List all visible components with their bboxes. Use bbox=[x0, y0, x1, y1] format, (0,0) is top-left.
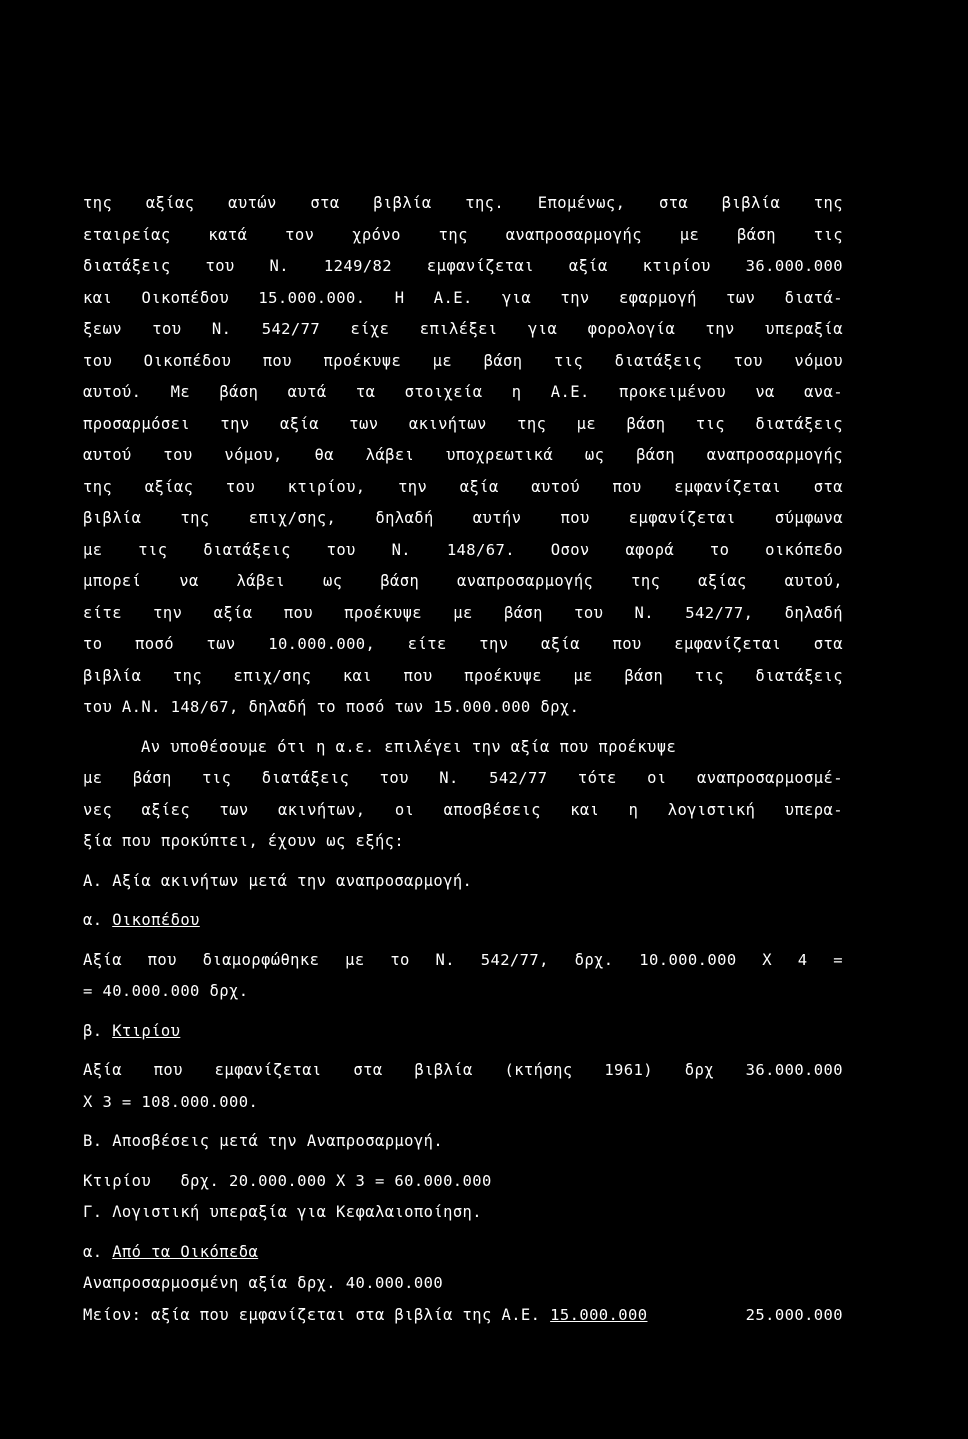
text-line: Χ 3 = 108.000.000. bbox=[83, 1092, 259, 1111]
text-line: με βάση τις διατάξεις του Ν. 542/77 τότε οι αναπροσαρμοσμέ- bbox=[83, 769, 843, 787]
text-line: Αναπροσαρμοσμένη αξία δρχ. 40.000.000 bbox=[83, 1274, 444, 1292]
paragraph-1 bbox=[83, 188, 843, 724]
text-line: είτε την αξία που προέκυψε με βάση του Ν. 542/77, δηλαδή bbox=[83, 603, 843, 622]
text-line: αυτού. Με βάση αυτά τα στοιχεία η Α.Ε. προκειμένου να ανα- bbox=[83, 383, 843, 401]
calculation-line: Μείον: αξία που εμφανίζεται στα βιβλία της Α.Ε. 15.000.000 25.000.000 bbox=[83, 1300, 843, 1332]
subsection-a-a-heading: α. Οικοπέδου bbox=[83, 911, 200, 929]
text-line: εταιρείας κατά τον χρόνο της αναπροσαρμογής με βάση τις bbox=[83, 225, 843, 244]
text-line: βιβλία της επιχ/σης, δηλαδή αυτήν που εμφανίζεται σύμφωνα bbox=[83, 509, 843, 527]
section-b-heading: Β. Αποσβέσεις μετά την Αναπροσαρμογή. bbox=[83, 1132, 444, 1150]
text-line: Αξία που διαμορφώθηκε με το Ν. 542/77, δρχ. 10.000.000 Χ 4 = bbox=[83, 950, 843, 969]
text-line: με τις διατάξεις του Ν. 148/67. Οσον αφορά το οικόπεδο bbox=[83, 540, 843, 559]
section-a-heading: Α. Αξία ακινήτων μετά την αναπροσαρμογή. bbox=[83, 871, 473, 890]
text-line: ξία που προκύπτει, έχουν ως εξής: bbox=[83, 832, 405, 850]
subtracted-amount: 15.000.000 bbox=[550, 1305, 648, 1324]
subsection-g-a-heading: α. Από τα Οικόπεδα bbox=[83, 1242, 259, 1261]
text-line: Αξία που εμφανίζεται στα βιβλία (κτήσης 1961) δρχ 36.000.000 bbox=[83, 1061, 843, 1079]
subsection-a-b-heading: β. Κτιρίου bbox=[83, 1021, 181, 1040]
text-line: του Οικοπέδου που προέκυψε με βάση τις διατάξεις του νόμου bbox=[83, 351, 843, 370]
text-line: διατάξεις του Ν. 1249/82 εμφανίζεται αξία κτιρίου 36.000.000 bbox=[83, 257, 843, 275]
text-line: προσαρμόσει την αξία των ακινήτων της με βάση τις διατάξεις bbox=[83, 414, 843, 433]
text-line: = 40.000.000 δρχ. bbox=[83, 982, 249, 1000]
paragraph-2 bbox=[83, 732, 843, 858]
text-line: του Α.Ν. 148/67, δηλαδή το ποσό των 15.000.000 δρχ. bbox=[83, 698, 580, 716]
text-line: ξεων του Ν. 542/77 είχε επιλέξει για φορολογία την υπεραξία bbox=[83, 320, 843, 338]
text-line: μπορεί να λάβει ως βάση αναπροσαρμογής της αξίας αυτού, bbox=[83, 572, 843, 590]
text-line: νες αξίες των ακινήτων, οι αποσβέσεις και η λογιστική υπερα- bbox=[83, 800, 843, 819]
text-line: της αξίας αυτών στα βιβλία της. Επομένως, στα βιβλία της bbox=[83, 194, 843, 212]
text-line: αυτού του νόμου, θα λάβει υποχρεωτικά ως βάση αναπροσαρμογής bbox=[83, 446, 843, 464]
text-line: Αν υποθέσουμε ότι η α.ε. επιλέγει την αξία που προέκυψε bbox=[141, 737, 677, 756]
section-g-heading: Γ. Λογιστική υπεραξία για Κεφαλαιοποίηση. bbox=[83, 1203, 483, 1221]
document-page bbox=[83, 188, 843, 1331]
result-amount: 25.000.000 bbox=[745, 1305, 843, 1324]
text-line: και Οικοπέδου 15.000.000. Η Α.Ε. για την εφαρμογή των διατά- bbox=[83, 288, 843, 307]
text-line: της αξίας του κτιρίου, την αξία αυτού που εμφανίζεται στα bbox=[83, 477, 843, 496]
text-line: το ποσό των 10.000.000, είτε την αξία που εμφανίζεται στα bbox=[83, 635, 843, 653]
text-line: Κτιρίου δρχ. 20.000.000 Χ 3 = 60.000.000 bbox=[83, 1171, 492, 1190]
text-line: βιβλία της επιχ/σης και που προέκυψε με βάση τις διατάξεις bbox=[83, 666, 843, 685]
